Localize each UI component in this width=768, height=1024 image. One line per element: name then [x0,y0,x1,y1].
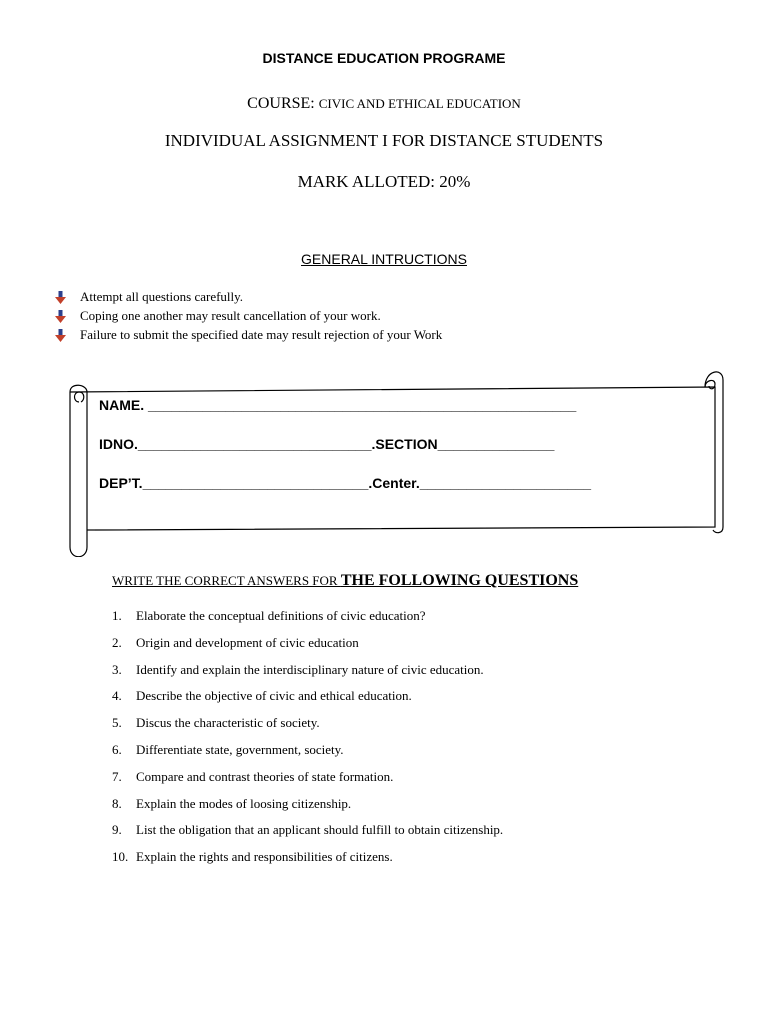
question-number: 7. [112,768,122,784]
question-item [112,742,503,769]
course-label: COURSE: [247,95,315,112]
question-item [112,769,503,796]
question-item [112,688,503,715]
question-text: Elaborate the conceptual definitions of civic education? [136,608,426,623]
questions-title-emphasis: THE FOLLOWING QUESTIONS [340,572,579,589]
question-number: 2. [112,634,122,650]
question-text: Origin and development of civic education [136,634,359,650]
assignment-title: INDIVIDUAL ASSIGNMENT I FOR DISTANCE STUDENTS [164,131,604,150]
question-number: 4. [112,688,122,704]
course-line [0,95,768,113]
course-name: CIVIC AND ETHICAL EDUCATION [318,96,521,111]
question-text: Explain the modes of loosing citizenship. [136,795,352,811]
question-text: Identify and explain the interdisciplinary nature of civic education. [136,661,484,677]
question-number: 1. [112,608,122,623]
question-item [112,662,503,689]
dept-center-field[interactable]: DEP’T._____________________________.Center.______________________ [99,475,592,491]
question-text: Compare and contrast theories of state formation. [136,768,394,784]
question-text: Explain the rights and responsibilities of citizens. [136,849,393,865]
scroll-banner [55,362,730,557]
question-item [112,608,503,635]
question-number: 6. [112,741,122,757]
question-text: List the obligation that an applicant should fulfill to obtain citizenship. [136,822,504,838]
arrow-down-bullet-icon [55,309,68,322]
instruction-text: Attempt all questions carefully. [80,289,244,304]
arrow-down-bullet-icon [55,290,68,303]
instruction-item [55,325,442,344]
question-number: 10. [112,849,129,865]
instruction-item [55,306,442,325]
question-number: 8. [112,795,122,811]
question-text: Discus the characteristic of society. [136,715,320,731]
question-item [112,635,503,662]
questions-title [112,572,578,590]
name-field[interactable]: NAME. _______________________________________________________ [99,397,577,413]
instruction-item [55,287,442,306]
arrow-down-bullet-icon [55,328,68,341]
question-text: Differentiate state, government, society. [136,741,344,757]
question-number: 3. [112,661,122,677]
mark-allotted: MARK ALLOTED: 20% [297,172,471,191]
question-item [112,822,503,849]
instructions-list [55,287,442,344]
question-item [112,849,503,876]
question-number: 9. [112,822,122,838]
instructions-title: GENERAL INTRUCTIONS [301,251,467,267]
questions-title-prefix: WRITE THE CORRECT ANSWERS FOR [112,573,341,588]
instruction-text: Coping one another may result cancellation of your work. [80,308,381,323]
question-number: 5. [112,715,122,731]
question-item [112,796,503,823]
question-text: Describe the objective of civic and ethical education. [136,688,412,704]
question-item [112,715,503,742]
questions-list [112,608,503,876]
id-section-field[interactable]: IDNO.______________________________.SECTION_______________ [99,436,555,452]
instruction-text: Failure to submit the specified date may result rejection of your Work [80,327,443,342]
program-title: DISTANCE EDUCATION PROGRAME [262,50,506,66]
